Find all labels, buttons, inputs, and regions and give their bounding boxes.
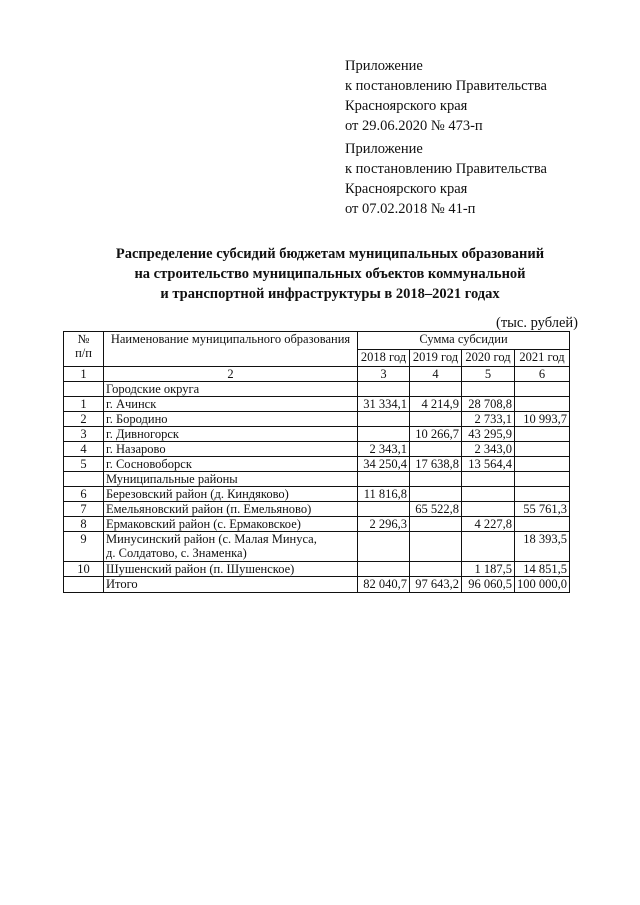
subsidy-value	[410, 562, 462, 577]
subsidy-value: 2 343,0	[462, 442, 515, 457]
subsidy-value: 18 393,5	[515, 532, 570, 562]
subsidy-value	[462, 532, 515, 562]
col-header-year: 2021 год	[515, 350, 570, 367]
municipality-name-line: г. Ачинск	[106, 397, 157, 411]
empty-cell	[515, 382, 570, 397]
subsidy-value	[462, 487, 515, 502]
subsidy-value	[462, 502, 515, 517]
subsidy-value: 65 522,8	[410, 502, 462, 517]
table-row	[64, 442, 570, 457]
municipality-name	[104, 427, 358, 442]
empty-cell	[515, 472, 570, 487]
subsidy-value	[410, 532, 462, 562]
municipality-name-line: Минусинский район (с. Малая Минуса,	[106, 532, 317, 546]
subsidy-value	[515, 487, 570, 502]
subsidy-value: 2 343,1	[358, 442, 410, 457]
empty-cell	[462, 472, 515, 487]
subsidy-value: 11 816,8	[358, 487, 410, 502]
subsidy-value: 10 266,7	[410, 427, 462, 442]
group-label: Городские округа	[104, 382, 358, 397]
index-cell: 2	[104, 367, 358, 382]
col-header-name: Наименование муниципального образования	[104, 332, 358, 367]
municipality-name-line: Емельяновский район (п. Емельяново)	[106, 502, 312, 516]
municipality-name	[104, 517, 358, 532]
index-cell: 3	[358, 367, 410, 382]
subsidy-value	[410, 442, 462, 457]
municipality-name	[104, 532, 358, 562]
municipality-name-line: г. Бородино	[106, 412, 168, 426]
row-number: 7	[64, 502, 104, 517]
subsidy-value: 4 214,9	[410, 397, 462, 412]
subsidy-value	[358, 412, 410, 427]
row-number: 5	[64, 457, 104, 472]
row-number: 6	[64, 487, 104, 502]
empty-cell	[64, 577, 104, 593]
appendix-label: Приложение	[345, 141, 423, 157]
row-number: 3	[64, 427, 104, 442]
municipality-name	[104, 457, 358, 472]
title-line: и транспортной инфраструктуры в 2018–2021 годах	[160, 286, 500, 302]
subsidy-value	[515, 397, 570, 412]
municipality-name-line: г. Дивногорск	[106, 427, 179, 441]
subsidy-value: 43 295,9	[462, 427, 515, 442]
subsidy-value	[410, 517, 462, 532]
appendix-date: от 07.02.2018 № 41-п	[345, 201, 476, 217]
table-row	[64, 562, 570, 577]
municipality-name-line: г. Сосновоборск	[106, 457, 192, 471]
col-header-year: 2019 год	[410, 350, 462, 367]
subsidy-value: 4 227,8	[462, 517, 515, 532]
subsidy-value: 28 708,8	[462, 397, 515, 412]
subsidy-value	[410, 412, 462, 427]
subsidy-value: 14 851,5	[515, 562, 570, 577]
title-line: Распределение субсидий бюджетам муниципальных образований	[115, 246, 545, 262]
index-cell: 1	[64, 367, 104, 382]
municipality-name	[104, 397, 358, 412]
appendix-ref: к постановлению Правительства	[345, 161, 547, 177]
municipality-name	[104, 502, 358, 517]
index-cell: 5	[462, 367, 515, 382]
appendix-label: Приложение	[345, 58, 423, 74]
empty-cell	[358, 382, 410, 397]
title-line: на строительство муниципальных объектов коммунальной	[134, 266, 526, 282]
table-row	[64, 457, 570, 472]
municipality-name-line: Шушенский район (п. Шушенское)	[106, 562, 295, 576]
appendix-region: Красноярского края	[345, 181, 468, 197]
row-number: 10	[64, 562, 104, 577]
total-value: 97 643,2	[410, 577, 462, 593]
subsidy-value: 31 334,1	[358, 397, 410, 412]
appendix-ref: к постановлению Правительства	[345, 78, 547, 94]
subsidy-value	[358, 532, 410, 562]
appendix-header-current	[345, 56, 547, 136]
subsidy-table	[63, 331, 570, 593]
municipality-name-line: Ермаковский район (с. Ермаковское)	[106, 517, 301, 531]
subsidy-value: 1 187,5	[462, 562, 515, 577]
subsidy-value: 34 250,4	[358, 457, 410, 472]
col-header-sum: Сумма субсидии	[358, 332, 570, 350]
appendix-header-original	[345, 139, 547, 219]
units-label: (тыс. рублей)	[496, 315, 578, 331]
municipality-name	[104, 412, 358, 427]
empty-cell	[64, 472, 104, 487]
subsidy-value	[515, 517, 570, 532]
total-value: 82 040,7	[358, 577, 410, 593]
subsidy-value	[358, 427, 410, 442]
total-value: 96 060,5	[462, 577, 515, 593]
subsidy-value: 13 564,4	[462, 457, 515, 472]
total-label: Итого	[104, 577, 358, 593]
index-cell: 4	[410, 367, 462, 382]
subsidy-value	[515, 442, 570, 457]
col-header-year: 2018 год	[358, 350, 410, 367]
row-number: 9	[64, 532, 104, 562]
empty-cell	[462, 382, 515, 397]
total-value: 100 000,0	[515, 577, 570, 593]
subsidy-value	[410, 487, 462, 502]
row-number: 2	[64, 412, 104, 427]
municipality-name-line: д. Солдатово, с. Знаменка)	[106, 546, 247, 560]
empty-cell	[410, 472, 462, 487]
subsidy-value: 55 761,3	[515, 502, 570, 517]
municipality-name	[104, 442, 358, 457]
subsidy-value	[515, 457, 570, 472]
subsidy-value	[358, 502, 410, 517]
appendix-region: Красноярского края	[345, 98, 468, 114]
table-row	[64, 487, 570, 502]
subsidy-value	[358, 562, 410, 577]
index-row	[64, 367, 570, 382]
table-row	[64, 517, 570, 532]
municipality-name-line: Березовский район (д. Киндяково)	[106, 487, 289, 501]
group-label: Муниципальные районы	[104, 472, 358, 487]
group-row-urban	[64, 382, 570, 397]
appendix-date: от 29.06.2020 № 473-п	[345, 118, 483, 134]
municipality-name	[104, 487, 358, 502]
row-number: 1	[64, 397, 104, 412]
document-title	[0, 244, 640, 304]
total-row	[64, 577, 570, 593]
empty-cell	[358, 472, 410, 487]
subsidy-value: 17 638,8	[410, 457, 462, 472]
subsidy-value: 2 296,3	[358, 517, 410, 532]
table-row	[64, 502, 570, 517]
table-row	[64, 532, 570, 562]
table-row	[64, 412, 570, 427]
group-row-municipal	[64, 472, 570, 487]
subsidy-value	[515, 427, 570, 442]
subsidy-value: 10 993,7	[515, 412, 570, 427]
municipality-name	[104, 562, 358, 577]
row-number: 8	[64, 517, 104, 532]
index-cell: 6	[515, 367, 570, 382]
empty-cell	[410, 382, 462, 397]
empty-cell	[64, 382, 104, 397]
table-row	[64, 427, 570, 442]
col-header-year: 2020 год	[462, 350, 515, 367]
col-header-number: № п/п	[64, 332, 104, 367]
table-row	[64, 397, 570, 412]
subsidy-value: 2 733,1	[462, 412, 515, 427]
row-number: 4	[64, 442, 104, 457]
municipality-name-line: г. Назарово	[106, 442, 166, 456]
